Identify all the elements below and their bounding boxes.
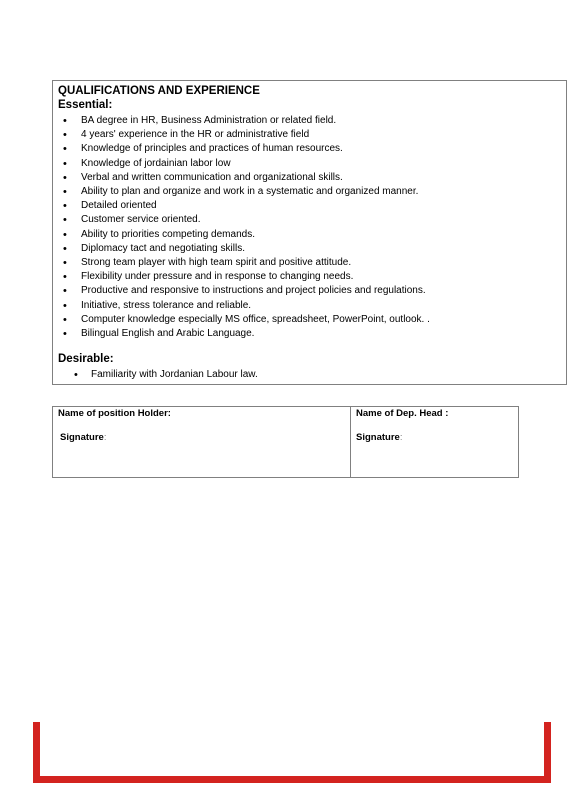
essential-item: • Verbal and written communication and organizational skills.: [58, 171, 560, 185]
essential-list: [58, 114, 560, 341]
dep-head-cell: [351, 407, 519, 478]
essential-item: • Knowledge of jordainian labor low: [58, 157, 560, 171]
essential-item: • Customer service oriented.: [58, 213, 560, 227]
position-holder-signature: [58, 432, 350, 444]
essential-item: • Flexibility under pressure and in response to changing needs.: [58, 270, 560, 284]
essential-item: • Ability to plan and organize and work in a systematic and organized manner.: [58, 185, 560, 199]
footer-red-bracket: [33, 722, 551, 783]
qualifications-title: QUALIFICATIONS AND EXPERIENCE: [58, 85, 260, 97]
signature-label: Signature: [356, 432, 400, 443]
signature-colon: :: [399, 432, 403, 443]
signature-table: [52, 406, 519, 478]
qualifications-section: [52, 80, 567, 385]
essential-item: • Bilingual English and Arabic Language.: [58, 327, 560, 341]
signature-label: Signature: [60, 432, 104, 443]
essential-item: • Productive and responsive to instructions and project policies and regulations.: [58, 284, 560, 298]
essential-item: • Initiative, stress tolerance and reliable.: [58, 299, 560, 313]
essential-item: • Knowledge of principles and practices of human resources.: [58, 142, 560, 156]
dep-head-signature: [356, 432, 518, 444]
desirable-title: Desirable:: [58, 353, 114, 366]
position-holder-cell: [53, 407, 351, 478]
desirable-item: • Familiarity with Jordanian Labour law.: [58, 368, 560, 382]
essential-item: • 4 years' experience in the HR or administrative field: [58, 128, 560, 142]
essential-title: Essential:: [58, 99, 113, 111]
essential-item: • BA degree in HR, Business Administration or related field.: [58, 114, 560, 128]
essential-item: • Detailed oriented: [58, 199, 560, 213]
dep-head-heading: Name of Dep. Head :: [356, 408, 449, 419]
signature-colon: :: [103, 432, 107, 443]
essential-item: • Ability to priorities competing demands.: [58, 228, 560, 242]
essential-item: • Diplomacy tact and negotiating skills.: [58, 242, 560, 256]
desirable-list: [58, 368, 560, 382]
essential-item: • Strong team player with high team spirit and positive attitude.: [58, 256, 560, 270]
essential-item: • Computer knowledge especially MS office, spreadsheet, PowerPoint, outlook. .: [58, 313, 560, 327]
position-holder-heading: Name of position Holder:: [58, 408, 171, 419]
